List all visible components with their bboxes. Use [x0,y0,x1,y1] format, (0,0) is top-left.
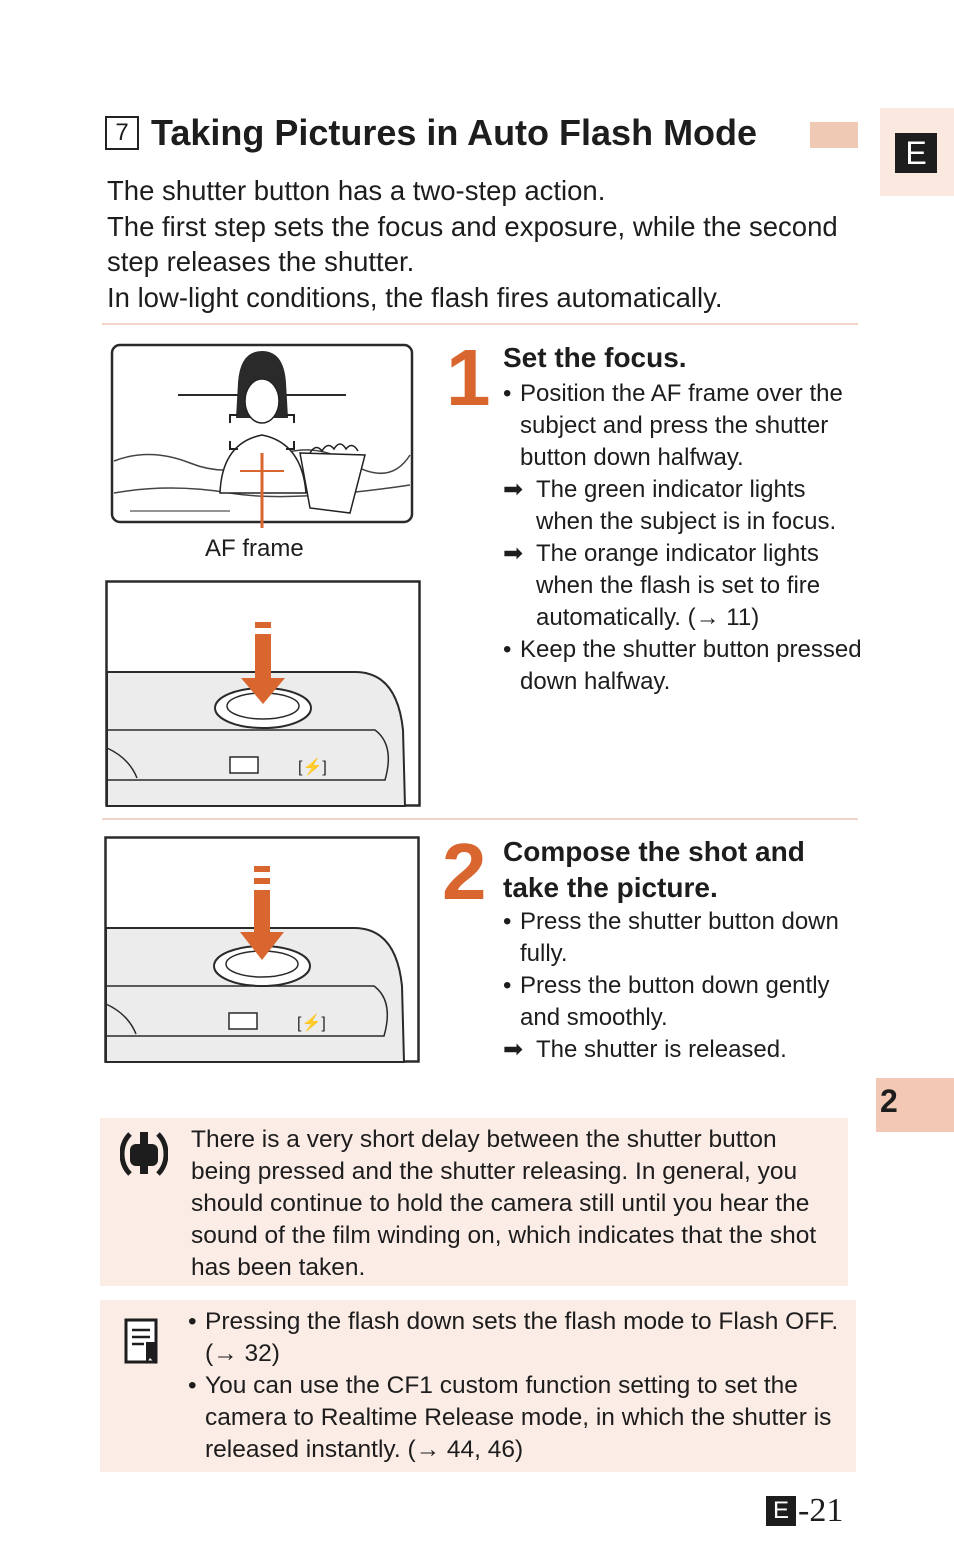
viewfinder-illustration [110,343,414,528]
shutter-full-press-illustration [104,836,420,1064]
page-number [766,1492,843,1530]
intro-text [107,173,867,315]
step1-number: 1 [446,333,491,422]
caution-text: There is a very short delay between the shutter button being pressed and the shutter releasing. In general, you should continue to hold the camera still until you hear the sound of the film winding on, which indicates that the shot has been taken. [191,1126,817,1281]
svg-text:[⚡]: [⚡] [297,1015,326,1032]
divider [102,323,858,325]
memo-icon [124,1318,160,1371]
viewfinder-svg [110,343,414,528]
section-number: 7 [105,116,139,150]
step2-block [503,834,863,1066]
page-number-text: -21 [798,1492,844,1529]
arrow-right-icon: ➡ [503,476,524,503]
page-prefix-e: E [766,1496,796,1526]
step2-title: Compose the shot and take the picture. [503,836,805,903]
arrow-right-icon: ➡ [503,1036,524,1063]
section-title [105,112,757,154]
intro-line: In low-light conditions, the flash fires automatically. [107,281,723,313]
section-title-text: Taking Pictures in Auto Flash Mode [151,112,758,153]
figure1-caption: AF frame [205,535,304,562]
step1-item: • Position the AF frame over the subject and press the shutter button down halfway. [503,378,863,474]
divider [102,818,858,820]
camera-top-svg-1 [105,580,421,808]
step2-item: • Press the shutter button down fully. [503,906,863,970]
step1-title: Set the focus. [503,342,687,373]
intro-line: The first step sets the focus and exposure, while the second step releases the shutter. [107,210,838,277]
title-accent-bar [810,122,858,148]
arrow-right-icon: ➡ [503,540,524,567]
intro-line: The shutter button has a two-step action. [107,175,606,206]
caution-note [100,1118,848,1286]
shutter-half-press-illustration [105,580,421,808]
caution-icon [120,1128,168,1185]
memo-text [188,1306,848,1466]
step2-number: 2 [442,827,487,916]
memo-item: • Pressing the flash down sets the flash mode to Flash OFF. (→ 32) [188,1306,848,1370]
step1-item: ➡ The orange indicator lights when the flash is set to fire automatically. (→ 11) [503,540,821,631]
step2-item: ➡ The shutter is released. [503,1034,863,1066]
camera-top-svg-2 [104,836,420,1064]
step1-block [503,340,863,698]
step1-item: ➡ The green indicator lights when the subject is in focus. [503,476,837,535]
step2-item: • Press the button down gently and smoothly. [503,970,863,1034]
svg-text:[⚡]: [⚡] [298,759,327,776]
memo-item: • You can use the CF1 custom function setting to set the camera to Realtime Release mode, in which the shutter is released instantly. (→ 44, 46) [188,1370,848,1466]
chapter-number: 2 [880,1083,898,1119]
side-tab-e: E [895,133,937,173]
memo-note [100,1300,856,1472]
step1-item: • Keep the shutter button pressed down halfway. [503,634,863,698]
